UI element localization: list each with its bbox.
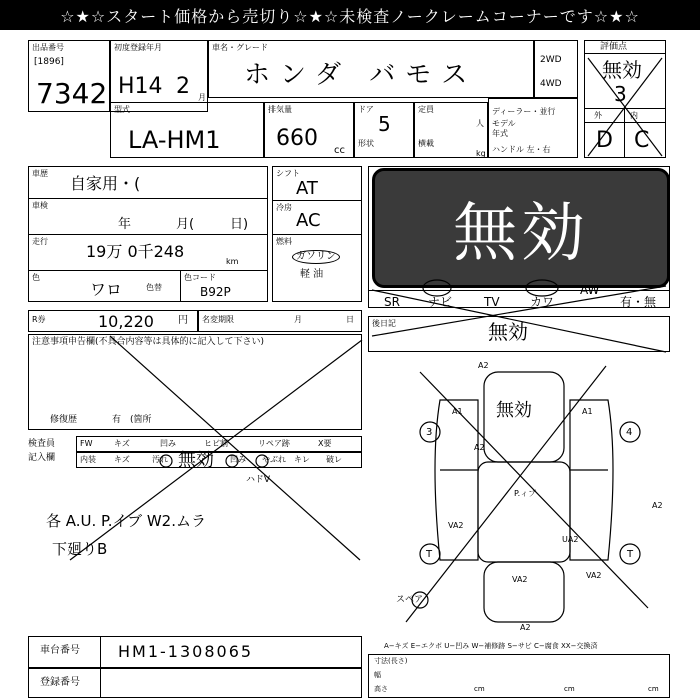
repair-part: (箇所: [130, 415, 152, 425]
fuel-gasoline: ガソリン: [292, 250, 340, 264]
points-item-sr: SR: [384, 295, 400, 309]
mark-va2-bl: VA2: [512, 575, 528, 584]
repair-label: 修復歴: [50, 415, 78, 425]
row2-tear: やぶれ: [262, 455, 286, 464]
score-stamp: 無効: [602, 58, 642, 82]
aircon-label: 冷房: [276, 203, 292, 212]
row2-dirt: 汚れ: [152, 455, 168, 464]
shift-value: AT: [296, 178, 318, 199]
wheel-rr: [620, 544, 640, 564]
inspector-note-1: 各 A.U. P.イブ W2.ムラ: [46, 512, 206, 530]
fuel-label: 燃料: [276, 237, 292, 246]
points-item-navi: ナビ: [428, 295, 453, 309]
color-change: 色替: [146, 283, 162, 292]
leather-circle: [526, 280, 558, 296]
model-value: LA-HM1: [128, 126, 221, 154]
inspector-stamp: 無効: [178, 450, 214, 471]
shape-label: 形状: [358, 139, 374, 148]
inspector-small: ハドV: [246, 475, 270, 485]
row2-scratch: キズ: [114, 455, 130, 464]
diagram-stamp: 無効: [496, 400, 532, 421]
door-value: 5: [378, 112, 391, 136]
mark-va2-left: VA2: [448, 521, 464, 530]
after-stamp: 無効: [488, 320, 528, 344]
score-label: 評価点: [600, 42, 628, 52]
notes-label: 注意事項申告欄(不具合内容等は具体的に記入して下さい): [32, 337, 265, 347]
points-item-aw: AW: [580, 283, 600, 297]
history-label: 車歴: [32, 169, 48, 178]
mark-va2-br: VA2: [586, 571, 602, 580]
insp-circle-1: [160, 455, 172, 467]
history-value: 自家用・(: [70, 174, 141, 193]
int-value: C: [634, 128, 650, 153]
disp-unit: cc: [334, 145, 345, 156]
chassis-value: HM1-1308065: [118, 642, 254, 661]
mark-a2-top: A2: [478, 361, 489, 370]
car-left-side: [435, 400, 478, 560]
int-label: 内: [630, 111, 638, 120]
lot-sub: [1896]: [34, 57, 64, 67]
size-cm-3: cm: [648, 685, 659, 693]
after-label: 後日記: [372, 319, 396, 328]
wheel-fl: [420, 422, 440, 442]
wheel-rl: [420, 544, 440, 564]
cap-unit: 人: [476, 119, 484, 128]
year-label: 年式: [492, 129, 508, 138]
disp-label: 排気量: [268, 105, 292, 114]
inspect-day: 日): [230, 217, 249, 232]
mileage-label: 走行: [32, 237, 48, 246]
row2-break: 破レ: [326, 455, 342, 464]
mark-a2-right: A2: [652, 501, 663, 510]
dealer-label: ディーラー・並行: [492, 107, 556, 116]
color-value: ワロ: [90, 280, 123, 299]
ext-label: 外: [594, 111, 602, 120]
inspector-note-2: 下廻りB: [52, 540, 108, 558]
row2-dent: 凹み: [230, 455, 246, 464]
points-item-leather: カワ: [530, 295, 555, 309]
kg-label: kg: [476, 149, 486, 158]
recycle-unit: 円: [178, 315, 188, 326]
mark-pib: P.ィブ: [514, 489, 537, 498]
spare-label: スペア: [396, 595, 424, 605]
points-stamp: 無効: [372, 168, 670, 288]
size-label-2: 幅: [374, 671, 381, 679]
notes-cross-2: [70, 340, 362, 560]
tax-day: 日: [346, 315, 354, 324]
insp-circle-2: [226, 455, 238, 467]
points-item-tv: TV: [484, 295, 500, 309]
repair-yes: 有: [112, 415, 122, 425]
ext-value: D: [596, 128, 613, 153]
aircon-value: AC: [296, 210, 321, 231]
circle-4: 4: [626, 427, 633, 438]
spare-wheel: [412, 592, 428, 608]
circle-t-left: T: [426, 549, 433, 560]
diagram-cross-1: [420, 372, 648, 608]
drive-2wd: 2WD: [540, 55, 562, 65]
mark-a2-mid: A2: [474, 443, 485, 452]
reg-unit: 月: [198, 93, 206, 102]
size-label-1: 寸法(長さ): [374, 657, 408, 665]
row2-cut: キレ: [294, 455, 310, 464]
car-rear: [484, 562, 564, 622]
circle-3: 3: [426, 427, 433, 438]
score-value: 3: [614, 82, 627, 106]
navi-circle: [423, 280, 451, 296]
row1-x: X要: [318, 439, 332, 448]
import-label: 横載: [418, 139, 434, 148]
mileage-value: 19万 0千248: [86, 242, 185, 261]
recycle-value: 10,220: [98, 312, 154, 331]
mark-a1-right: A1: [582, 407, 593, 416]
after-diag-2: [372, 290, 666, 352]
model-label-2: モデル: [492, 119, 516, 128]
row1-crack: ヒビ割: [204, 439, 228, 448]
car-hood: [484, 372, 564, 462]
size-cm-2: cm: [564, 685, 575, 693]
inspect-year: 年: [118, 217, 132, 232]
handle-label: ハンドル 左・右: [492, 145, 551, 154]
car-name: ホンダ バモス: [244, 60, 478, 90]
row1-repair: リペア跡: [258, 439, 290, 448]
reg-year: H14: [118, 74, 163, 99]
drive-4wd: 4WD: [540, 79, 562, 89]
mark-a1-left: A1: [452, 407, 463, 416]
color-label: 色: [32, 273, 40, 282]
size-label-3: 高さ: [374, 685, 388, 693]
circle-t-right: T: [627, 549, 634, 560]
fuel-diesel: 軽 油: [300, 269, 324, 280]
row1-scratch: キズ: [114, 439, 130, 448]
row1-fw: FW: [80, 439, 93, 448]
inspect-label: 車検: [32, 201, 48, 210]
tax-month: 月: [294, 315, 302, 324]
regno-label: 登録番号: [40, 677, 80, 688]
mark-ua2: UA2: [562, 535, 579, 544]
size-cm-1: cm: [474, 685, 485, 693]
car-right-side: [570, 400, 613, 560]
lot-label: 出品番号: [32, 43, 64, 52]
mileage-unit: km: [226, 257, 239, 266]
shift-label: シフト: [276, 169, 300, 178]
car-label: 車名・グレード: [212, 43, 268, 52]
banner: ☆★☆スタート価格から売切り☆★☆未検査ノークレームコーナーです☆★☆: [0, 0, 700, 30]
cap-label: 定員: [418, 105, 434, 114]
insp-circle-3: [256, 455, 268, 467]
inspector-label-1: 検査員: [28, 439, 56, 449]
recycle-label: R券: [32, 315, 46, 324]
door-label: ドア: [358, 105, 374, 114]
chassis-label: 車台番号: [40, 645, 80, 656]
points-avail: 有・無: [620, 295, 657, 309]
wheel-fr: [620, 422, 640, 442]
row2-interior: 内装: [80, 455, 96, 464]
color-code: B92P: [200, 285, 231, 299]
inspect-month: 月(: [176, 217, 195, 232]
color-code-label: 色コード: [184, 273, 216, 282]
reg-label: 初度登録年月: [114, 43, 162, 52]
inspector-label-2: 記入欄: [28, 453, 56, 463]
after-diag-1: [372, 283, 666, 336]
disp-value: 660: [276, 126, 318, 151]
lot-number: 7342: [36, 77, 108, 110]
legend: A−キズ E−エクボ U−凹み W−補修跡 S−サビ C−腐食 XX−交換済: [384, 642, 598, 650]
tax-label: 名変期限: [202, 315, 234, 324]
row1-dent: 凹み: [160, 439, 176, 448]
reg-month: 2: [176, 74, 190, 99]
mark-a2-bottom: A2: [520, 623, 531, 632]
model-label: 型式: [114, 105, 130, 114]
